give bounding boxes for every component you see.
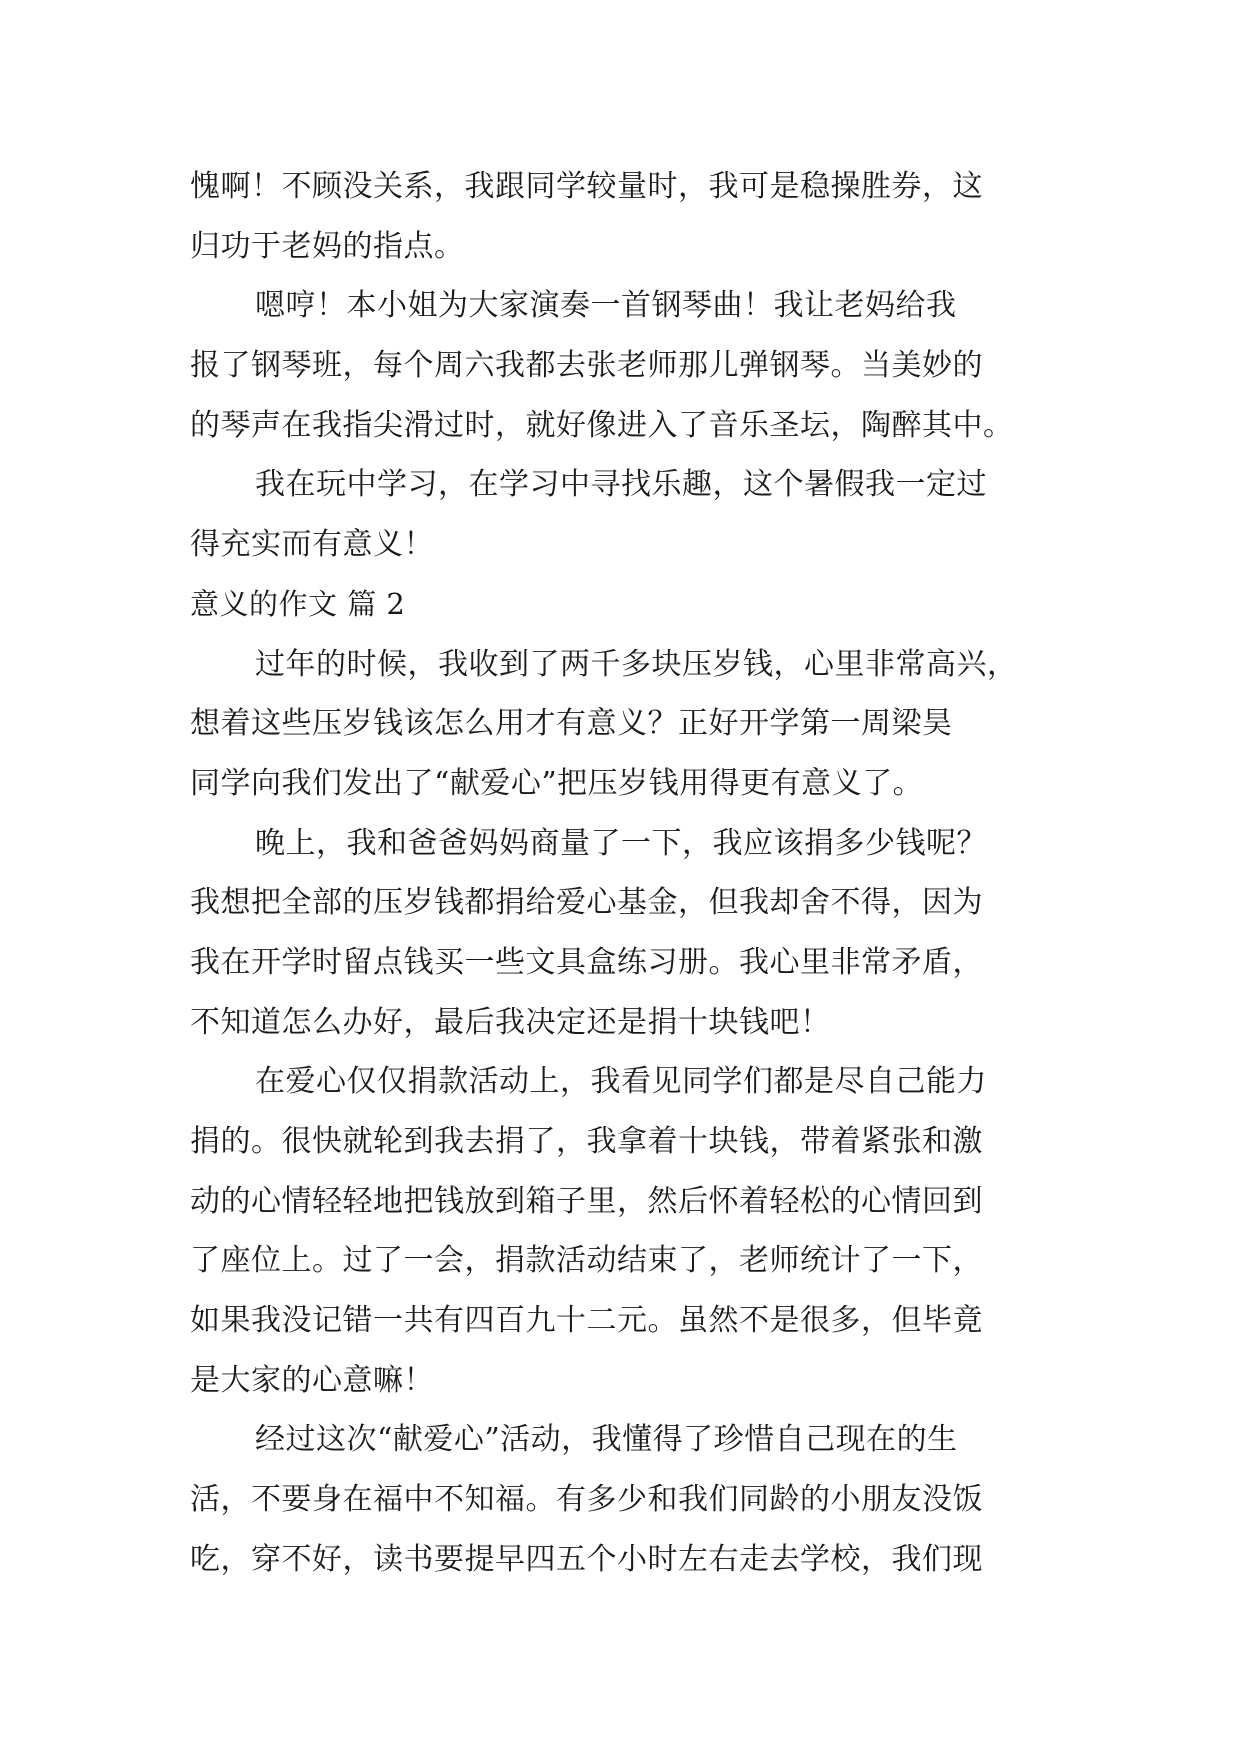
text-line: 同学向我们发出了“献爱心”把压岁钱用得更有意义了。	[190, 765, 924, 801]
paragraph-start-line: 我在玩中学习，在学习中寻找乐趣，这个暑假我一定过	[255, 467, 987, 503]
text-line: 归功于老妈的指点。	[190, 228, 465, 264]
text-line: 吃，穿不好，读书要提早四五个小时左右走去学校，我们现	[190, 1541, 983, 1577]
text-line: 动的心情轻轻地把钱放到箱子里，然后怀着轻松的心情回到	[190, 1183, 983, 1219]
text-line: 捐的。很快就轮到我去捐了，我拿着十块钱，带着紧张和激	[190, 1124, 983, 1159]
section-heading: 意义的作文 篇 2	[190, 586, 406, 621]
text-line: 愧啊！不顾没关系，我跟同学较量时，我可是稳操胜券，这	[190, 169, 983, 204]
document-body	[190, 157, 1050, 1590]
text-line: 的琴声在我指尖滑过时，就好像进入了音乐圣坛，陶醉其中。	[190, 407, 1014, 443]
text-line: 是大家的心意嘛！	[190, 1362, 434, 1398]
text-line: 我在开学时留点钱买一些文具盒练习册。我心里非常矛盾，	[190, 944, 983, 980]
text-line: 想着这些压岁钱该怎么用才有意义？正好开学第一周梁昊	[190, 706, 953, 742]
text-line: 了座位上。过了一会，捐款活动结束了，老师统计了一下，	[190, 1243, 983, 1279]
text-line: 我想把全部的压岁钱都捐给爱心基金，但我却舍不得，因为	[190, 885, 983, 921]
paragraph-start-line: 在爱心仅仅捐款活动上，我看见同学们都是尽自己能力	[255, 1064, 987, 1100]
text-line: 不知道怎么办好，最后我决定还是捐十块钱吧！	[190, 1004, 831, 1040]
text-line: 报了钢琴班，每个周六我都去张老师那儿弹钢琴。当美妙的	[190, 348, 983, 384]
paragraph-start-line: 过年的时候，我收到了两千多块压岁钱，心里非常高兴，	[255, 646, 1018, 682]
paragraph-start-line: 晚上，我和爸爸妈妈商量了一下，我应该捐多少钱呢？	[255, 825, 987, 861]
text-line: 活，不要身在福中不知福。有多少和我们同龄的小朋友没饭	[190, 1482, 983, 1518]
text-line: 如果我没记错一共有四百九十二元。虽然不是很多，但毕竟	[190, 1303, 983, 1339]
paragraph-start-line: 嗯哼！本小姐为大家演奏一首钢琴曲！我让老妈给我	[255, 288, 957, 324]
paragraph-start-line: 经过这次“献爱心”活动，我懂得了珍惜自己现在的生	[255, 1422, 958, 1458]
text-line: 得充实而有意义！	[190, 527, 434, 563]
